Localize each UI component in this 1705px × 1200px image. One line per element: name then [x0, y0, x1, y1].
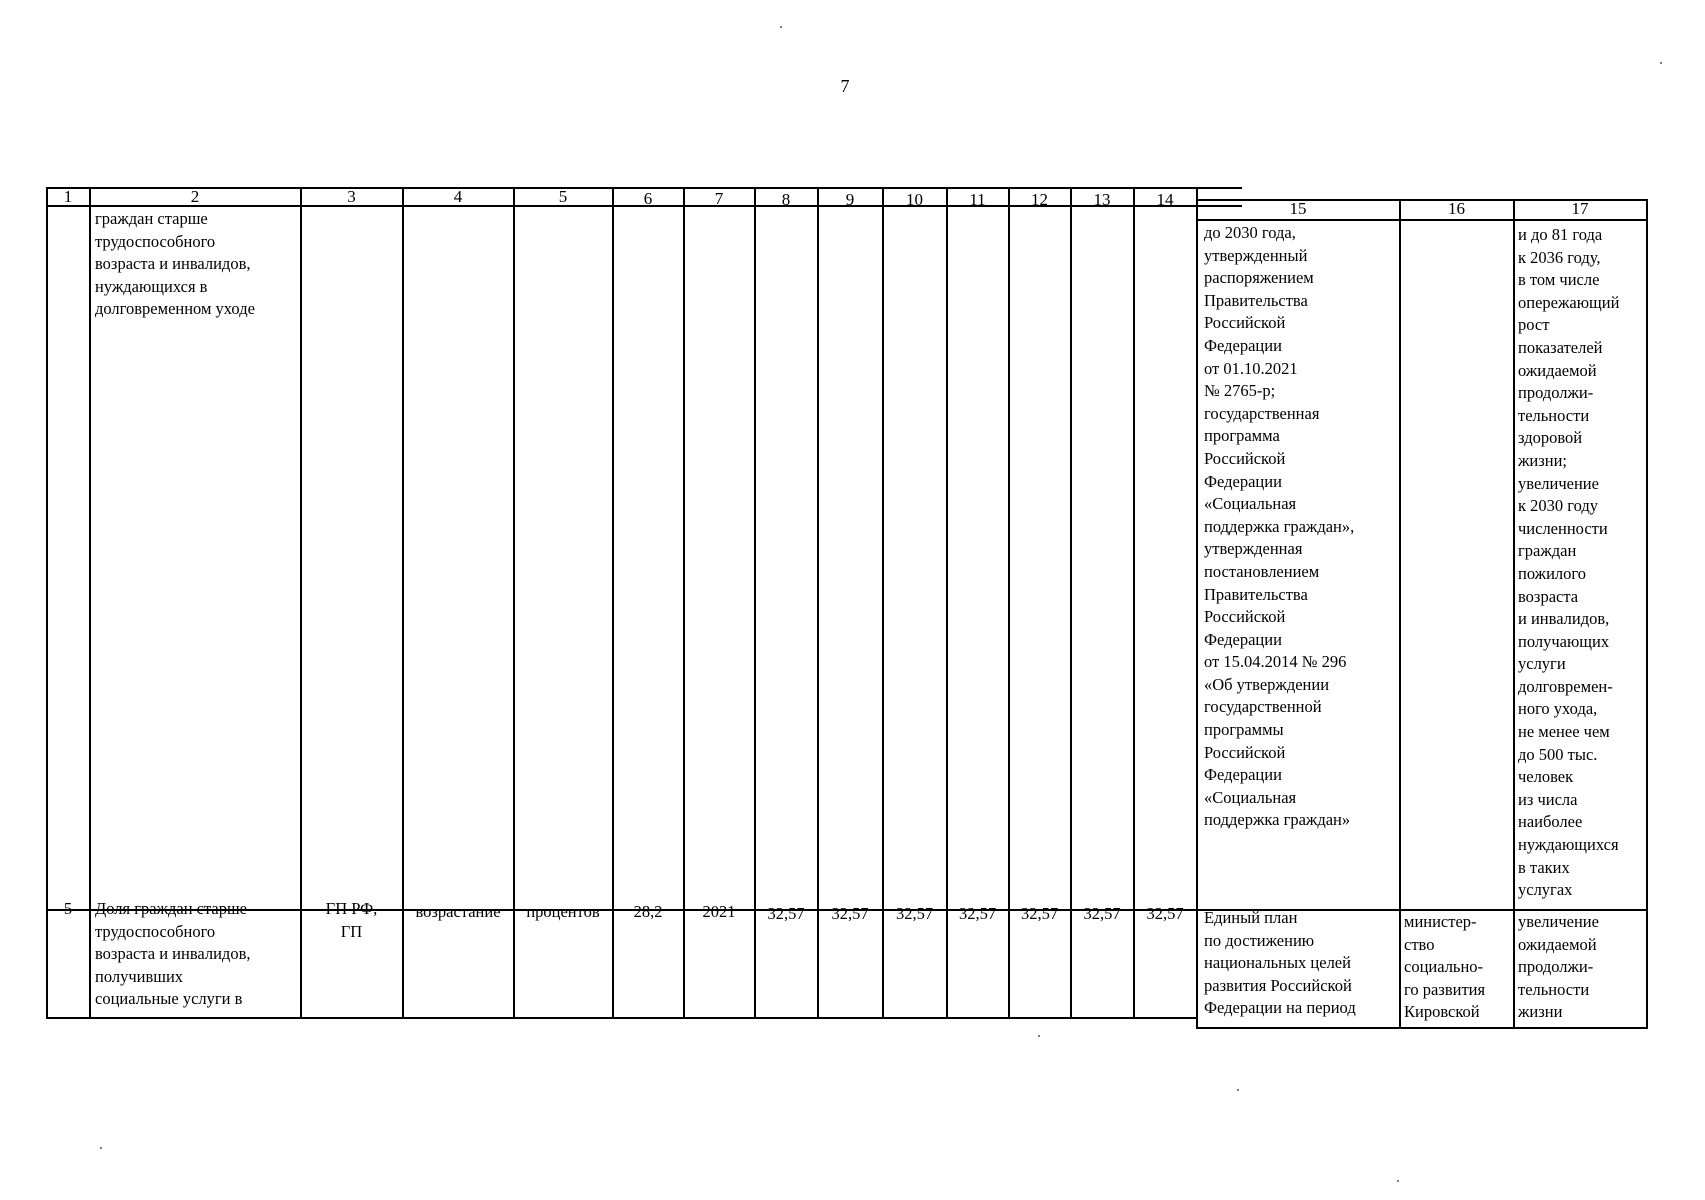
col-header-8: 8 — [781, 190, 791, 209]
col-header-4: 4 — [453, 187, 463, 206]
col-border-6 — [683, 187, 685, 1018]
page-number: 7 — [840, 76, 850, 96]
col-border-11 — [1008, 187, 1010, 1018]
row5-value-col12: 32,57 — [1020, 904, 1059, 923]
scan-speck — [1660, 62, 1662, 64]
col-border-13 — [1133, 187, 1135, 1018]
row5-expected-result: увеличение ожидаемой продолжи- тельности жизни — [1518, 912, 1599, 1022]
scan-speck — [1237, 1089, 1239, 1091]
row5-unit: процентов — [526, 902, 600, 921]
col-header-13: 13 — [1093, 190, 1111, 209]
row5-value-col14: 32,57 — [1146, 904, 1184, 923]
row5-value-col13: 32,57 — [1083, 904, 1121, 923]
col-border-15 — [1399, 199, 1401, 1028]
col-header-17: 17 — [1571, 199, 1589, 218]
col-header-10: 10 — [906, 190, 923, 209]
col-header-12: 12 — [1031, 190, 1048, 209]
row5-trend: возрастание — [415, 902, 501, 921]
col-header-9: 9 — [845, 190, 855, 209]
scan-speck — [100, 1147, 102, 1149]
col-header-1: 1 — [63, 187, 73, 206]
row5-document-basis: Единый план по достижению национальных целей развития Российской Федерации на период — [1204, 908, 1356, 1018]
col-border-2 — [300, 187, 302, 1018]
col-border-16 — [1513, 199, 1515, 1028]
col-header-11: 11 — [969, 190, 986, 209]
row5-value-col10: 32,57 — [895, 904, 934, 923]
table-bottom-border-right — [1196, 1027, 1648, 1029]
continued-indicator-name: граждан старше трудоспособного возраста и инвалидов, нуждающихся в долговременном уходе — [95, 209, 255, 319]
row5-responsible: министер- ство социально- го развития Кировской — [1404, 912, 1486, 1022]
col-header-15: 15 — [1289, 199, 1307, 218]
col-border-8 — [817, 187, 819, 1018]
col-border-14 — [1196, 187, 1198, 1028]
col-header-14: 14 — [1156, 190, 1174, 209]
col-border-4 — [513, 187, 515, 1018]
col-border-1 — [89, 187, 91, 1018]
col-border-0 — [46, 187, 48, 1018]
row5-number: 5 — [63, 899, 73, 918]
col-border-7 — [754, 187, 756, 1018]
col-border-12 — [1070, 187, 1072, 1018]
col-border-5 — [612, 187, 614, 1018]
col-border-10 — [946, 187, 948, 1018]
scan-speck — [780, 26, 782, 28]
col-header-16: 16 — [1448, 199, 1465, 218]
col-border-3 — [402, 187, 404, 1018]
continued-expected-result: и до 81 года к 2036 году, в том числе опережающий рост показателей ожидаемой продолжи- тельности здоровой жизни; увеличение к 2030 году численности граждан пожилого возраста и инвалидов, получающих услуги долговремен- ного ухода, не менее чем до 500 тыс. человек из числа наиболее нуждающихся в таких услугах — [1518, 225, 1620, 900]
col-border-17 — [1646, 199, 1648, 1028]
col-header-2: 2 — [190, 187, 200, 206]
col-border-9 — [882, 187, 884, 1018]
header-bottom-border-right — [1196, 219, 1648, 221]
col-header-5: 5 — [558, 187, 568, 206]
row5-value-col11: 32,57 — [958, 904, 997, 923]
continued-document-basis: до 2030 года, утвержденный распоряжением Правительства Российской Федерации от 01.10.2021 № 2765-р; государственная программа Российской Федерации «Социальная поддержка граждан», утвержденная постановлением Правительства Российской Федерации от 15.04.2014 № 296 «Об утверждении государственной программы Российской Федерации «Социальная поддержка граждан» — [1204, 223, 1355, 830]
col-header-7: 7 — [714, 189, 724, 208]
row5-level: ГП РФ, ГП — [325, 899, 378, 941]
row5-value-col8: 32,57 — [767, 904, 805, 923]
row5-indicator-name: Доля граждан старше трудоспособного возраста и инвалидов, получивших социальные услуги в — [95, 899, 251, 1009]
table-bottom-border — [46, 1017, 1196, 1019]
row5-base-value: 28,2 — [633, 902, 663, 921]
col-header-3: 3 — [347, 187, 356, 206]
row5-base-year: 2021 — [702, 902, 736, 921]
col-header-6: 6 — [643, 189, 653, 208]
row5-value-col9: 32,57 — [831, 904, 869, 923]
scan-speck — [1397, 1180, 1399, 1182]
scan-speck — [1038, 1035, 1040, 1037]
